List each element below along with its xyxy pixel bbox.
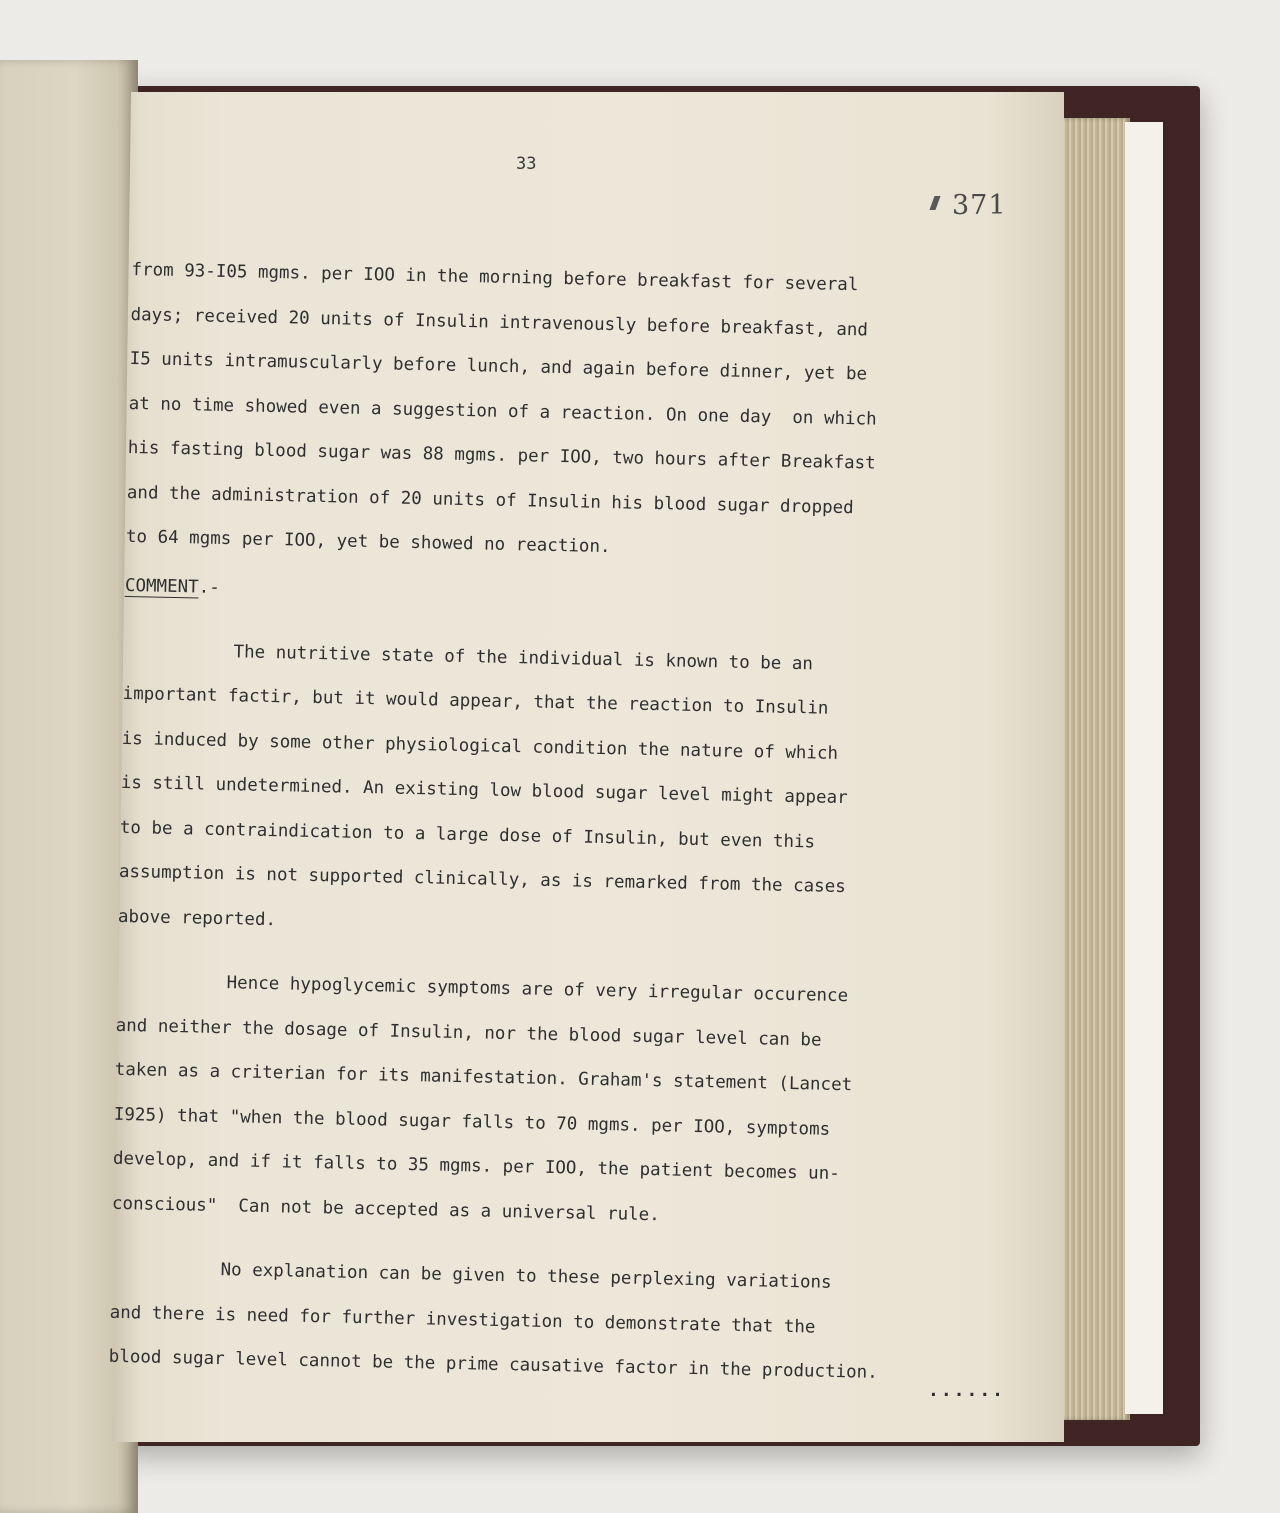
text-line: conscious" Can not be accepted as a universal rule. [111,1193,660,1225]
text-line: assumption is not supported clinically, as is remarked from the cases [118,861,846,898]
heading-word: COMMENT [124,575,199,597]
typed-text [108,248,1012,1398]
text-line: I5 units intramuscularly before lunch, and again before dinner, yet be [129,348,868,385]
heading-suffix: .- [198,576,220,598]
text-line: The nutritive state of the individual is known to be an [233,641,814,674]
text-line: is induced by some other physiological condition the nature of which [121,728,839,764]
text-line: is still undetermined. An existing low blood sugar level might appear [120,772,848,809]
text-line: to 64 mgms per IOO, yet be showed no reaction. [125,526,611,558]
text-line: and the administration of 20 units of Insulin his blood sugar dropped [126,482,854,518]
paragraph-2 [118,627,1004,957]
text-line: important factir, but it would appear, that the reaction to Insulin [122,683,829,719]
text-line: days; received 20 units of Insulin intravenously before breakfast, and [130,304,869,340]
page-number: 33 [516,154,537,174]
paragraph-3 [112,959,997,1244]
text-line: from 93-I05 mgms. per IOO in the morning before breakfast for several [131,259,859,296]
left-page-bleed-through [14,60,134,236]
text-line: to be a contraindication to a large dose of Insulin, but even this [119,817,816,852]
text-line: I925) that "when the blood sugar falls to 70 mgms. per IOO, symptoms [113,1104,831,1140]
page-block-edge [1055,118,1130,1420]
paragraph-1 [125,248,1011,578]
folio-number: 371 [952,190,1007,221]
text-line: develop, and if it falls to 35 mgms. per IOO, the patient becomes un- [112,1148,840,1185]
text-line: his fasting blood sugar was 88 mgms. per IOO, two hours after Breakfast [127,437,876,474]
text-line: at no time showed even a suggestion of a reaction. On one day on which [128,393,877,430]
continuation-mark: ...... [928,1380,1006,1401]
paragraph-4 [108,1246,991,1398]
text-line: taken as a criterian for its manifestation. Graham's statement (Lancet [114,1059,853,1096]
text-line: above reported. [117,906,277,930]
text-line: No explanation can be given to these perplexing variations [220,1260,832,1293]
text-line: blood sugar level cannot be the prime causative factor in the production. [108,1346,878,1383]
text-line: and neither the dosage of Insulin, nor the blood sugar level can be [115,1015,822,1051]
text-line: and there is need for further investigation to demonstrate that the [109,1302,816,1338]
text-line: Hence hypoglycemic symptoms are of very irregular occurence [226,973,849,1007]
insert-sheet [1125,122,1163,1414]
